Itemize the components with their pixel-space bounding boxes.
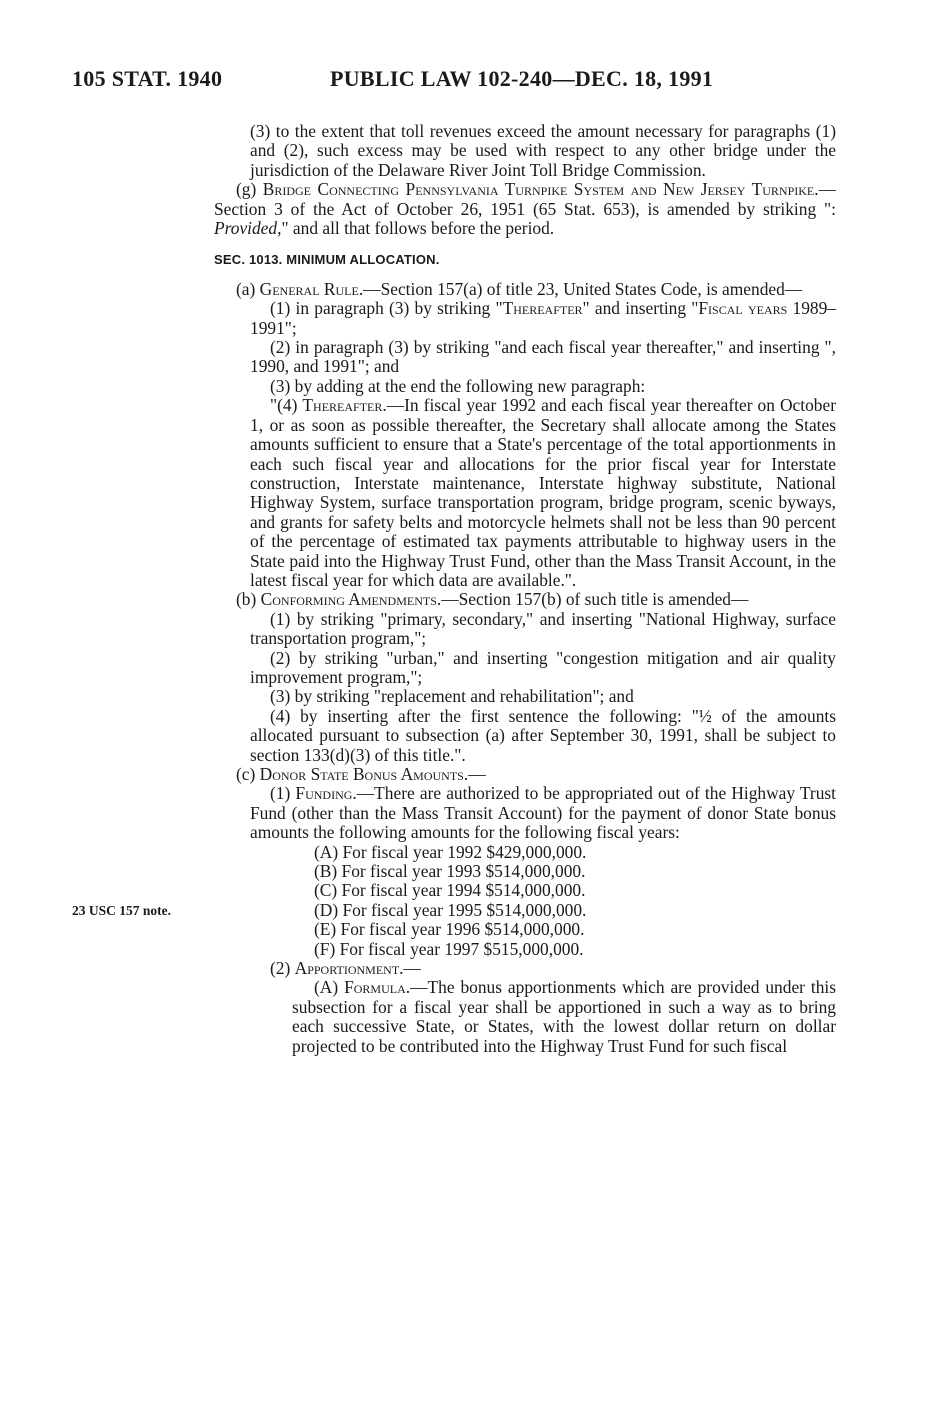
subsection-c-heading: Donor State Bonus Amounts. (259, 764, 469, 784)
fiscal-year-item: (A) For fiscal year 1992 $429,000,000. (314, 841, 587, 862)
subsection-g: (g) Bridge Connecting Pennsylvania Turnpike System and New Jersey Turnpike.—Section 3 of the Act of October 26, 1951 (65 Stat. 653), is amended by striking ": Provided," and all that follows before the period. (214, 179, 836, 239)
stat-page-number: 105 STAT. 1940 (72, 66, 223, 91)
section-heading: SEC. 1013. MINIMUM ALLOCATION. (214, 252, 440, 268)
subsection-g-heading: Bridge Connecting Pennsylvania Turnpike System and New Jersey Turnpike. (262, 179, 819, 200)
funding-heading: Funding. (295, 783, 357, 804)
fiscal-year-item: (E) For fiscal year 1996 $514,000,000. (314, 919, 585, 940)
subsection-a-item-2: (2) in paragraph (3) by striking "and each fiscal year thereafter," and inserting ", 1990, and 1991"; and (250, 337, 836, 377)
subsection-c: (c) Donor State Bonus Amounts.— (236, 764, 486, 784)
law-body-text (214, 122, 836, 1056)
formula-paragraph: (A) Formula.—The bonus apportionments which are provided under this subsection for a fiscal year shall be apportioned in such a way as to bring each successive State, or States, with the lowest dollar return on dollar projected to be contributed into the Highway Trust Fund for such fiscal (292, 977, 836, 1056)
subsection-b: (b) Conforming Amendments.—Section 157(b) of such title is amended— (236, 589, 749, 610)
subsection-b-item-4: (4) by inserting after the first sentence the following: "½ of the amounts allocated pursuant to subsection (a) after September 30, 1991, shall be subject to section 133(d)(3) of this title.". (250, 705, 836, 765)
fiscal-year-item: (C) For fiscal year 1994 $514,000,000. (314, 880, 586, 901)
paragraph-3-intro: (3) to the extent that toll revenues exceed the amount necessary for paragraphs (1) and (2), such excess may be used with respect to any other bridge under the jurisdiction of the Delaware River Joint Toll Bridge Commission. (250, 121, 836, 180)
public-law-title: PUBLIC LAW 102-240—DEC. 18, 1991 (330, 66, 714, 91)
subsection-a-heading: General Rule. (259, 278, 364, 299)
fiscal-year-item: (D) For fiscal year 1995 $514,000,000. (314, 899, 587, 920)
subsection-a: (a) General Rule.—Section 157(a) of title 23, United States Code, is amended— (236, 278, 803, 299)
subsection-a-item-1: (1) in paragraph (3) by striking "Thereafter" and inserting "Fiscal years 1989–1991"; (250, 298, 836, 338)
fiscal-year-item: (F) For fiscal year 1997 $515,000,000. (314, 938, 584, 959)
subsection-b-item-1: (1) by striking "primary, secondary," and inserting "National Highway, surface transportation program,"; (250, 608, 836, 649)
funding-paragraph: (1) Funding.—There are authorized to be appropriated out of the Highway Trust Fund (other than the Mass Transit Account) for the payment of donor State bonus amounts the following amounts for the following fiscal years: (250, 783, 836, 843)
formula-heading: Formula. (344, 977, 411, 998)
subsection-b-item-3: (3) by striking "replacement and rehabilitation"; and (270, 686, 634, 707)
subsection-b-item-2: (2) by striking "urban," and inserting "congestion mitigation and air quality improvement program,"; (250, 647, 836, 687)
provided-italic: Provided, (214, 218, 282, 239)
apportionment-paragraph: (2) Apportionment.— (270, 958, 421, 979)
quoted-paragraph-4-heading: Thereafter. (302, 395, 387, 416)
quoted-paragraph-4: "(4) Thereafter.—In fiscal year 1992 and each fiscal year thereafter on October 1, or as soon as possible thereafter, the Secretary shall allocate among the States amounts sufficient to ensure that a State's percentage of the total apportionments in each such fiscal year and allocations for the prior fiscal year for Interstate construction, Interstate maintenance, Interstate highway substitute, National Highway System, surface transportation program, bridge program, scenic byways, and grants for safety belts and motorcycle helmets shall not be less than 90 percent of the percentage of estimated tax payments attributable to highway users in the State paid into the Highway Trust Fund, other than the Mass Transit Account, in the latest fiscal year for which data are available.". (250, 395, 836, 590)
subsection-b-heading: Conforming Amendments. (260, 589, 442, 610)
subsection-a-item-3: (3) by adding at the end the following new paragraph: (270, 375, 646, 396)
margin-note: 23 USC 157 note. (72, 903, 172, 918)
fiscal-year-item: (B) For fiscal year 1993 $514,000,000. (314, 861, 586, 882)
apportionment-heading: Apportionment. (294, 958, 404, 979)
